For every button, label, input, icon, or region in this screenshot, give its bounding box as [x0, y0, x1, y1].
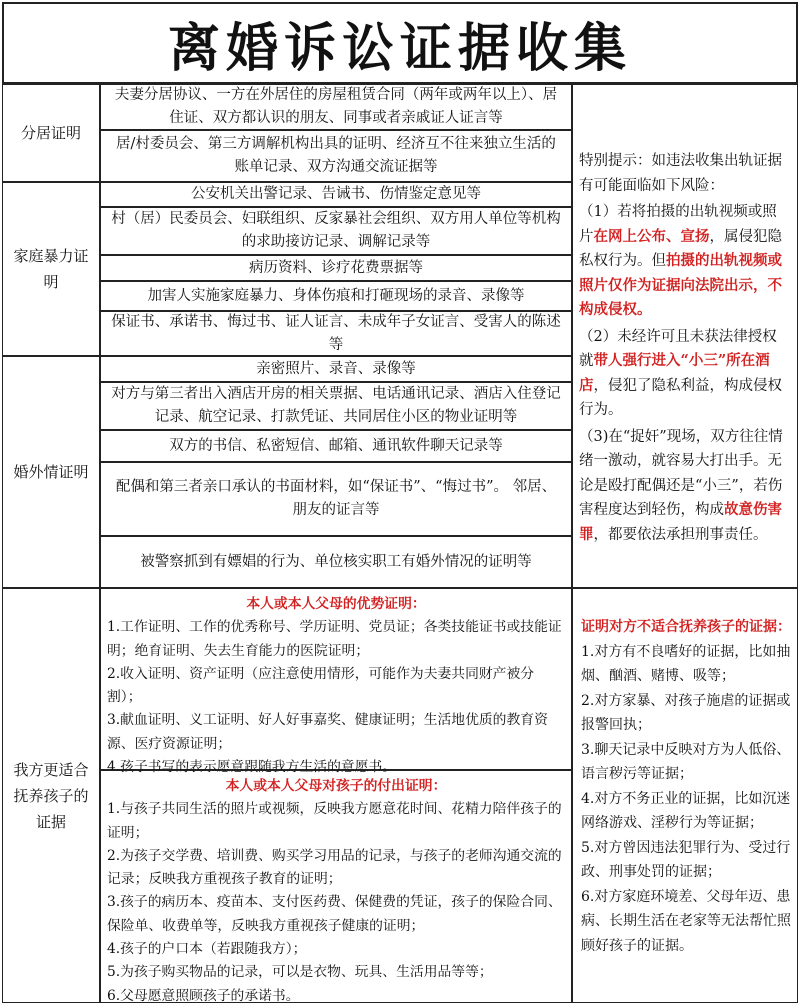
notice-p1-text-a: （1）若将拍摄的出轨视频或照片 — [579, 204, 777, 245]
notice-intro: 特别提示：如违法收集出轨证据有可能面临如下风险： — [579, 153, 782, 194]
category-custody: 我方更适合抚养孩子的证据 — [2, 588, 100, 1003]
custody-contribution-item: 1.与孩子共同生活的照片或视频，反映我方愿意花时间、花精力陪伴孩子的证明； — [107, 801, 562, 841]
custody-advantages-panel — [100, 588, 572, 776]
domestic-violence-item-1: 公安机关出警记录、告诫书、伤情鉴定意见等 — [100, 182, 572, 207]
affair-item-2: 对方与第三者出入酒店开房的相关票据、电话通讯记录、酒店入住登记记录、航空记录、打款凭证、共同居住小区的物业证明等 — [100, 382, 572, 430]
notice-p2-red: 带人强行进入“小三”所在酒店 — [579, 352, 770, 394]
opponent-unfit-item: 4.对方不务正业的证据，比如沉迷网络游戏、淫秽行为等证据； — [581, 790, 791, 831]
page-title: 离婚诉讼证据收集 — [2, 2, 798, 84]
category-separation: 分居证明 — [2, 84, 100, 182]
opponent-unfit-item: 3.聊天记录中反映对方为人低俗、语言秽污等证据； — [581, 741, 791, 782]
custody-contribution-item: 5.为孩子购买物品的记录，可以是衣物、玩具、生活用品等等； — [107, 964, 493, 981]
category-domestic-violence: 家庭暴力证明 — [2, 182, 100, 356]
custody-contribution-item: 3.孩子的病历本、疫苗本、支付医药费、保健费的凭证，孩子的保险合同、保险单、收费单等，反映我方重视孩子健康的证明； — [107, 894, 562, 934]
custody-advantage-item: 1.工作证明、工作的优秀称号、学历证明、党员证；各类技能证书或技能证明；绝育证明、失去生育能力的医院证明； — [107, 619, 562, 659]
affair-item-1: 亲密照片、录音、录像等 — [100, 356, 572, 382]
opponent-unfit-panel — [572, 588, 798, 1003]
opponent-unfit-item: 2.对方家暴、对孩子施虐的证据或报警回执； — [581, 692, 791, 733]
notice-p1-red-2: 拍摄的出轨视频或照片仅作为证据向法院出示，不构成侵权。 — [579, 252, 782, 318]
notice-p2-text-a: （2）未经许可且未获法律授权就 — [579, 328, 777, 369]
custody-advantages-heading: 本人或本人父母的优势证明： — [246, 596, 426, 612]
notice-point-1 — [579, 200, 791, 323]
custody-contribution-item: 6.父母愿意照顾孩子的承诺书。 — [107, 987, 300, 1004]
custody-contribution-item: 4.孩子的户口本（若跟随我方）； — [107, 941, 307, 958]
custody-contributions-heading: 本人或本人父母对孩子的付出证明： — [225, 778, 447, 794]
custody-contributions-panel — [100, 770, 572, 1003]
custody-advantage-item: 3.献血证明、义工证明、好人好事嘉奖、健康证明；生活地优质的教育资源、医疗资源证明； — [107, 712, 548, 752]
opponent-unfit-item: 6.对方家庭环境差、父母年迈、患病、长期生活在老家等无法帮忙照顾好孩子的证据。 — [581, 888, 791, 954]
notice-point-3 — [579, 425, 791, 548]
separation-item-1: 夫妻分居协议、一方在外居住的房屋租赁合同（两年或两年以上）、居住证、双方都认识的朋友、同事或者亲戚证人证言等 — [100, 84, 572, 130]
notice-p3-text-a: （3)在“捉奸”现场，双方往往情绪一激动，就容易大打出手。无论是殴打配偶还是“小三”，若伤害程度达到轻伤，构成 — [579, 428, 783, 518]
notice-p3-red: 故意伤害罪 — [579, 501, 782, 543]
notice-p1-red-1: 在网上公布、宣扬 — [593, 227, 710, 245]
separation-item-2: 居/村委员会、第三方调解机构出具的证明、经济互不往来独立生活的账单记录、双方沟通交流证据等 — [100, 130, 572, 182]
affair-item-5: 被警察抓到有嫖娼的行为、单位核实职工有婚外情况的证明等 — [100, 536, 572, 588]
domestic-violence-item-3: 病历资料、诊疗花费票据等 — [100, 255, 572, 281]
custody-advantage-item: 2.收入证明、资产证明（应注意使用情形，可能作为夫妻共同财产被分割）； — [107, 665, 535, 706]
domestic-violence-item-2: 村（居）民委员会、妇联组织、反家暴社会组织、双方用人单位等机构的求助接访记录、调解记录等 — [100, 207, 572, 255]
opponent-unfit-item: 5.对方曾因违法犯罪行为、受过行政、刑事处罚的证据； — [581, 839, 791, 880]
affair-item-4: 配偶和第三者亲口承认的书面材料，如“保证书”、“悔过书”。 邻居、朋友的证言等 — [100, 462, 572, 536]
notice-p3-text-b: ，都要依法承担刑事责任。 — [593, 526, 768, 543]
custody-contribution-item: 2.为孩子交学费、培训费、购买学习用品的记录，与孩子的老师沟通交流的记录；反映我方重视孩子教育的证明； — [107, 847, 562, 888]
domestic-violence-item-5: 保证书、承诺书、悔过书、证人证言、未成年子女证言、受害人的陈述等 — [100, 311, 572, 356]
opponent-unfit-item: 1.对方有不良嗜好的证据，比如抽烟、酗酒、赌博、吸等； — [581, 643, 791, 684]
domestic-violence-item-4: 加害人实施家庭暴力、身体伤痕和打砸现场的录音、录像等 — [100, 281, 572, 311]
affair-item-3: 双方的书信、私密短信、邮箱、通讯软件聊天记录等 — [100, 430, 572, 462]
notice-p1-text-b: ，属侵犯隐私权行为。但 — [579, 228, 782, 269]
special-notice — [572, 84, 798, 588]
notice-p2-text-b: ，侵犯了隐私利益，构成侵权行为。 — [579, 377, 782, 418]
opponent-unfit-heading: 证明对方不适合抚养孩子的证据： — [581, 619, 791, 635]
custody-advantage-item: 4.孩子书写的表示愿意跟随我方生活的意愿书。 — [107, 759, 397, 776]
notice-point-2 — [579, 325, 791, 423]
category-affair: 婚外情证明 — [2, 356, 100, 588]
